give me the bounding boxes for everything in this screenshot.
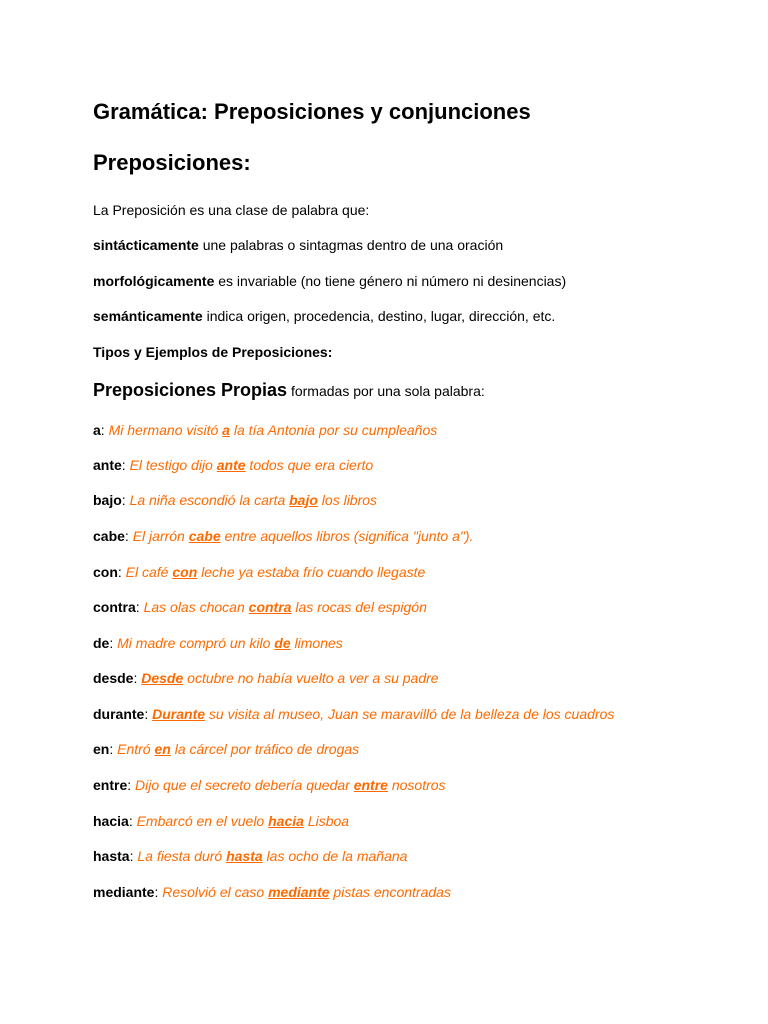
example-highlight: de bbox=[274, 635, 291, 651]
property-line bbox=[93, 307, 555, 325]
example-text-after: pistas encontradas bbox=[329, 884, 451, 900]
example-sentence bbox=[141, 670, 438, 686]
example-sentence bbox=[152, 706, 614, 722]
example-highlight: a bbox=[222, 422, 230, 438]
example-highlight: mediante bbox=[268, 884, 330, 900]
example-text-after: las ocho de la mañana bbox=[262, 848, 408, 864]
example-highlight: contra bbox=[248, 599, 292, 615]
example-sentence bbox=[137, 848, 407, 864]
example-text-before: Resolvió el caso bbox=[162, 884, 269, 900]
example-sentence bbox=[135, 777, 446, 793]
example-text-before: La fiesta duró bbox=[137, 848, 227, 864]
property-term: semánticamente bbox=[93, 308, 203, 324]
separator: : bbox=[129, 848, 138, 864]
property-line bbox=[93, 236, 503, 254]
example-line bbox=[93, 491, 377, 509]
example-line bbox=[93, 527, 473, 545]
example-text-after: la tía Antonia por su cumpleaños bbox=[229, 422, 438, 438]
example-sentence bbox=[130, 492, 377, 508]
example-line bbox=[93, 847, 407, 865]
separator: : bbox=[121, 457, 130, 473]
example-text-after: entre aquellos libros (significa "junto a"). bbox=[220, 528, 474, 544]
intro-paragraph: La Preposición es una clase de palabra que: bbox=[93, 202, 370, 218]
example-line bbox=[93, 456, 373, 474]
preposition-term: contra bbox=[93, 599, 136, 615]
preposition-term: de bbox=[93, 635, 110, 651]
example-line bbox=[93, 563, 425, 581]
example-line bbox=[93, 598, 427, 616]
example-highlight: entre bbox=[353, 777, 388, 793]
example-text-after: todos que era cierto bbox=[245, 457, 374, 473]
property-term: sintácticamente bbox=[93, 237, 199, 253]
example-sentence bbox=[117, 741, 359, 757]
separator: : bbox=[144, 706, 153, 722]
propias-line bbox=[93, 379, 485, 402]
example-line bbox=[93, 421, 437, 439]
example-line bbox=[93, 776, 446, 794]
separator: : bbox=[109, 635, 118, 651]
example-text-before: Embarcó en el vuelo bbox=[136, 813, 269, 829]
preposition-term: desde bbox=[93, 670, 134, 686]
property-line bbox=[93, 272, 566, 290]
example-text-after: las rocas del espigón bbox=[291, 599, 427, 615]
example-text-before: Mi madre compró un kilo bbox=[117, 635, 275, 651]
preposition-term: con bbox=[93, 564, 118, 580]
preposition-term: mediante bbox=[93, 884, 155, 900]
separator: : bbox=[127, 777, 136, 793]
example-text-before: Las olas chocan bbox=[143, 599, 249, 615]
preposition-term: en bbox=[93, 741, 110, 757]
example-sentence bbox=[117, 635, 343, 651]
preposition-term: hasta bbox=[93, 848, 130, 864]
separator: : bbox=[124, 528, 133, 544]
example-highlight: hasta bbox=[226, 848, 263, 864]
document-title: Gramática: Preposiciones y conjunciones bbox=[93, 99, 531, 124]
example-text-after: los libros bbox=[317, 492, 378, 508]
example-highlight: cabe bbox=[188, 528, 221, 544]
example-text-after: Lisboa bbox=[303, 813, 350, 829]
example-line bbox=[93, 740, 359, 758]
example-sentence bbox=[130, 457, 374, 473]
property-text: indica origen, procedencia, destino, lugar, dirección, etc. bbox=[202, 308, 556, 324]
example-highlight: ante bbox=[216, 457, 246, 473]
example-sentence bbox=[137, 813, 350, 829]
example-highlight: bajo bbox=[289, 492, 318, 508]
separator: : bbox=[100, 422, 109, 438]
property-text: une palabras o sintagmas dentro de una oración bbox=[198, 237, 504, 253]
example-text-before: Mi hermano visitó bbox=[108, 422, 223, 438]
separator: : bbox=[109, 741, 118, 757]
example-highlight: en bbox=[154, 741, 171, 757]
example-highlight: Durante bbox=[152, 706, 206, 722]
preposition-term: cabe bbox=[93, 528, 125, 544]
example-line bbox=[93, 669, 439, 687]
preposition-term: entre bbox=[93, 777, 128, 793]
example-text-before: El testigo dijo bbox=[129, 457, 217, 473]
separator: : bbox=[128, 813, 137, 829]
example-line bbox=[93, 812, 349, 830]
example-text-after: la cárcel por tráfico de drogas bbox=[170, 741, 360, 757]
example-text-before: El café bbox=[125, 564, 173, 580]
example-sentence bbox=[162, 884, 451, 900]
types-heading: Tipos y Ejemplos de Preposiciones: bbox=[93, 344, 333, 360]
preposition-term: hacia bbox=[93, 813, 129, 829]
property-text: es invariable (no tiene género ni número ni desinencias) bbox=[214, 273, 567, 289]
preposition-term: ante bbox=[93, 457, 122, 473]
example-text-before: La niña escondió la carta bbox=[129, 492, 290, 508]
example-line bbox=[93, 634, 343, 652]
example-highlight: Desde bbox=[141, 670, 184, 686]
separator: : bbox=[135, 599, 144, 615]
example-text-after: nosotros bbox=[387, 777, 446, 793]
example-highlight: con bbox=[172, 564, 198, 580]
propias-text: formadas por una sola palabra: bbox=[287, 383, 485, 399]
example-line bbox=[93, 883, 451, 901]
example-text-after: octubre no había vuelto a ver a su padre bbox=[183, 670, 439, 686]
example-sentence bbox=[133, 528, 474, 544]
example-sentence bbox=[109, 422, 438, 438]
example-sentence bbox=[144, 599, 427, 615]
separator: : bbox=[133, 670, 142, 686]
example-text-before: Entró bbox=[117, 741, 155, 757]
example-text-after: leche ya estaba frío cuando llegaste bbox=[197, 564, 426, 580]
preposition-term: bajo bbox=[93, 492, 122, 508]
example-line bbox=[93, 705, 614, 723]
separator: : bbox=[154, 884, 163, 900]
section-title: Preposiciones: bbox=[93, 150, 251, 175]
example-sentence bbox=[126, 564, 426, 580]
separator: : bbox=[117, 564, 126, 580]
preposition-term: durante bbox=[93, 706, 145, 722]
property-term: morfológicamente bbox=[93, 273, 215, 289]
propias-label: Preposiciones Propias bbox=[93, 380, 288, 400]
preposition-term: a bbox=[93, 422, 101, 438]
example-text-before: Dijo que el secreto debería quedar bbox=[135, 777, 354, 793]
example-text-after: su visita al museo, Juan se maravilló de la belleza de los cuadros bbox=[205, 706, 615, 722]
example-highlight: hacia bbox=[268, 813, 304, 829]
separator: : bbox=[121, 492, 130, 508]
example-text-after: limones bbox=[290, 635, 343, 651]
example-text-before: El jarrón bbox=[132, 528, 189, 544]
